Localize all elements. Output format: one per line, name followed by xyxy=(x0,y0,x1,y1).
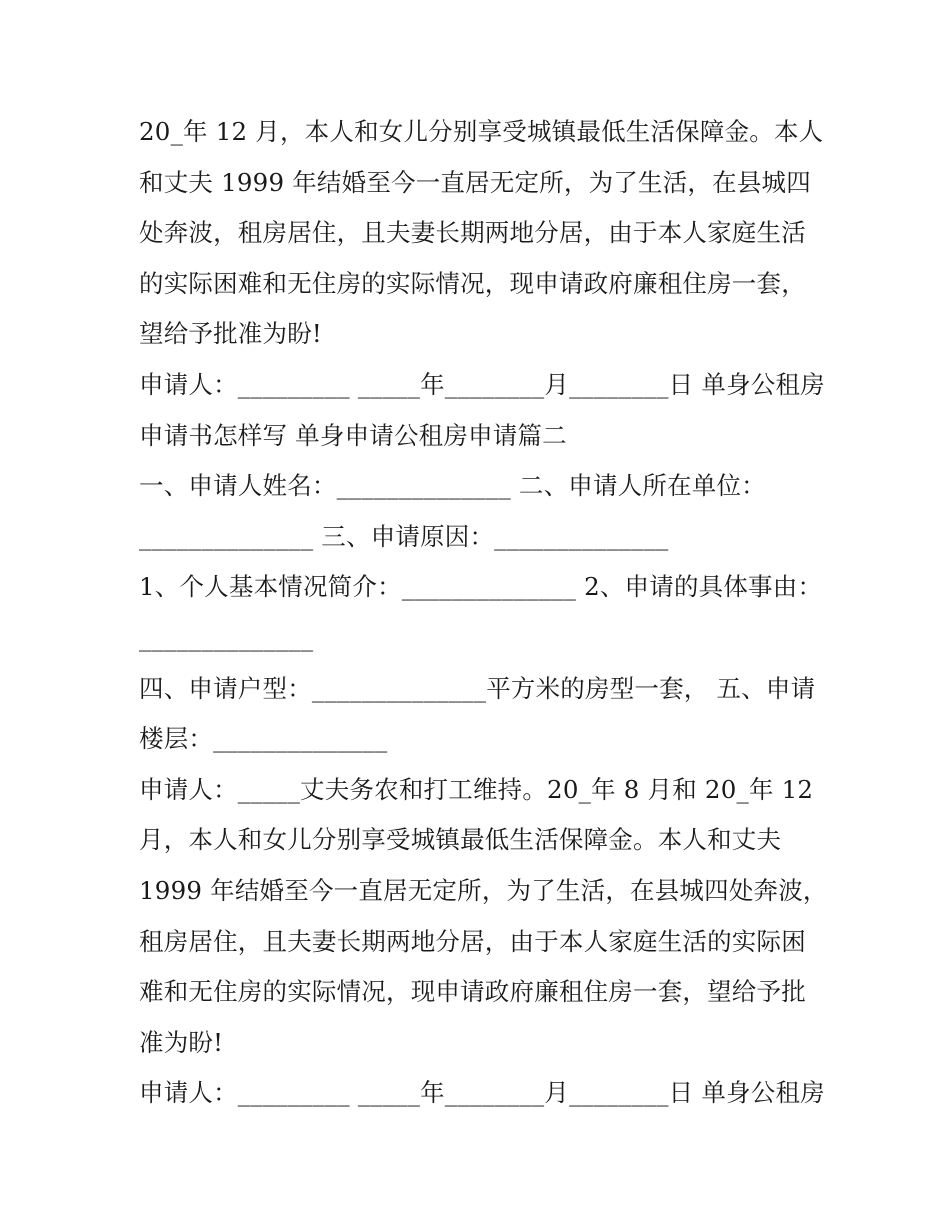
text-line: 的实际困难和无住房的实际情况，现申请政府廉租住房一套， xyxy=(139,268,806,298)
text-line: 四、申请户型：______________平方米的房型一套， 五、申请 xyxy=(139,673,816,703)
text-line: 望给予批准为盼! xyxy=(139,319,322,349)
text-line: 准为盼! xyxy=(139,1027,224,1057)
text-line: 处奔波，租房居住，且夫妻长期两地分居，由于本人家庭生活 xyxy=(139,218,806,248)
text-line: ______________ 三、申请原因：______________ xyxy=(139,521,669,551)
text-line: 1、个人基本情况简介：______________ 2、申请的具体事由： xyxy=(139,572,823,602)
text-line: 难和无住房的实际情况，现申请政府廉租住房一套，望给予批 xyxy=(139,977,806,1007)
text-line: ______________ xyxy=(139,622,314,652)
text-line: 1999 年结婚至今一直居无定所，为了生活，在县城四处奔波， xyxy=(139,875,828,905)
text-line: 申请书怎样写 单身申请公租房申请篇二 xyxy=(139,420,567,450)
text-line: 申请人：_____丈夫务农和打工维持。20_年 8 月和 20_年 12 xyxy=(139,774,814,804)
text-line: 一、申请人姓名：______________ 二、申请人所在单位： xyxy=(139,471,766,501)
document-body xyxy=(139,107,828,1119)
text-line: 20_年 12 月，本人和女儿分别享受城镇最低生活保障金。本人 xyxy=(139,117,824,146)
text-line: 申请人：_________ _____年________月________日 单身公租房 xyxy=(139,369,825,399)
text-line: 申请人：_________ _____年________月________日 单身公租房 xyxy=(139,1078,825,1108)
text-line: 和丈夫 1999 年结婚至今一直居无定所，为了生活，在县城四 xyxy=(139,167,811,197)
text-line: 楼层：______________ xyxy=(139,724,388,754)
text-line: 月，本人和女儿分别享受城镇最低生活保障金。本人和丈夫 xyxy=(139,825,782,855)
text-line: 租房居住，且夫妻长期两地分居，由于本人家庭生活的实际困 xyxy=(139,926,806,956)
